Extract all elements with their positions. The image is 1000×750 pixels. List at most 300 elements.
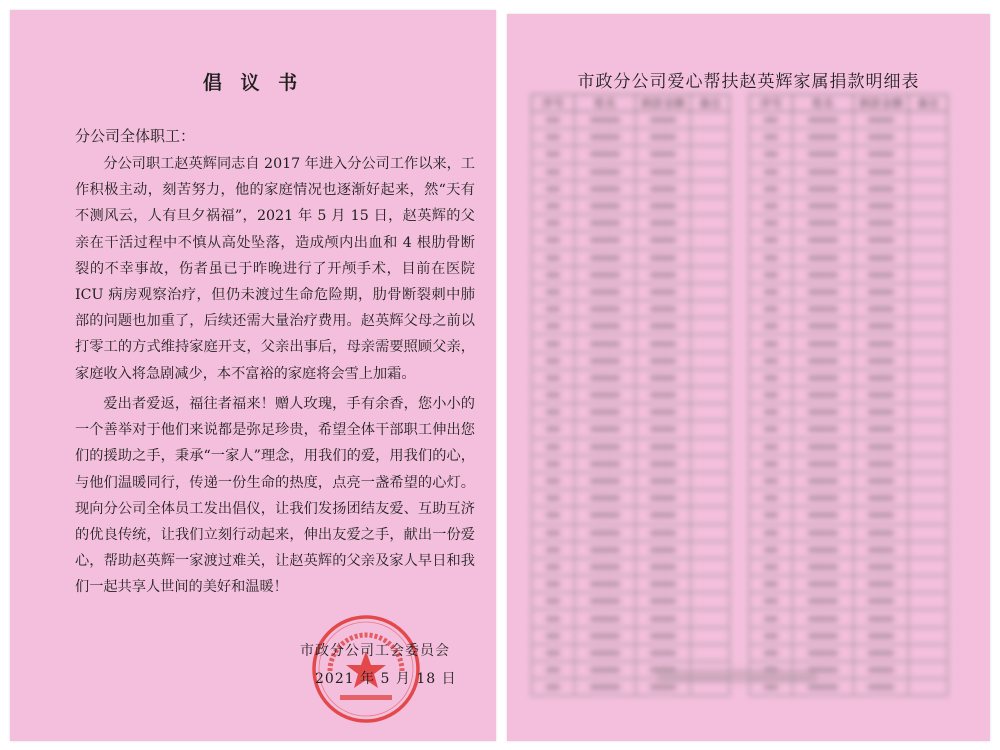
table-cell <box>750 438 793 455</box>
blurred-rows <box>750 112 948 696</box>
table-cell <box>636 558 691 575</box>
table-row <box>532 283 730 300</box>
table-cell <box>575 610 636 627</box>
table-cell <box>575 352 636 369</box>
table-cell <box>793 180 854 197</box>
table-row <box>532 301 730 318</box>
table-cell <box>636 129 691 146</box>
table-row <box>532 387 730 404</box>
table-cell <box>909 455 948 472</box>
table-cell <box>532 679 575 696</box>
table-cell <box>532 301 575 318</box>
table-cell <box>575 283 636 300</box>
table-cell <box>691 197 730 214</box>
table-cell <box>532 146 575 163</box>
table-cell <box>909 129 948 146</box>
table-cell <box>793 112 854 129</box>
table-cell <box>854 558 909 575</box>
table-row <box>532 524 730 541</box>
table-cell <box>750 163 793 180</box>
table-cell <box>575 644 636 661</box>
table-cell <box>636 507 691 524</box>
table-cell <box>854 129 909 146</box>
table-cell <box>636 301 691 318</box>
table-cell <box>854 593 909 610</box>
table-cell <box>750 335 793 352</box>
table-cell <box>793 472 854 489</box>
donation-table-right <box>749 94 948 696</box>
table-cell <box>909 197 948 214</box>
table-cell <box>575 627 636 644</box>
table-cell <box>793 627 854 644</box>
table-cell <box>636 524 691 541</box>
table-cell <box>909 232 948 249</box>
table-cell <box>636 593 691 610</box>
table-cell <box>575 490 636 507</box>
table-cell <box>532 421 575 438</box>
table-cell <box>750 112 793 129</box>
table-cell <box>750 644 793 661</box>
table-cell <box>575 335 636 352</box>
table-cell <box>909 524 948 541</box>
table-cell <box>532 593 575 610</box>
table-cell <box>793 369 854 386</box>
header-amount: 捐款金额 <box>854 95 909 112</box>
table-row <box>750 472 948 489</box>
table-cell <box>854 404 909 421</box>
table-cell <box>750 404 793 421</box>
table-row <box>750 541 948 558</box>
table-row <box>750 112 948 129</box>
table-cell <box>691 215 730 232</box>
table-cell <box>750 421 793 438</box>
table-cell <box>909 387 948 404</box>
table-cell <box>793 335 854 352</box>
table-cell <box>793 146 854 163</box>
table-cell <box>691 369 730 386</box>
table-row <box>532 455 730 472</box>
table-row <box>532 146 730 163</box>
table-cell <box>854 644 909 661</box>
table-cell <box>532 644 575 661</box>
table-row <box>750 610 948 627</box>
table-cell <box>750 146 793 163</box>
table-row <box>532 180 730 197</box>
table-row <box>750 129 948 146</box>
table-cell <box>750 507 793 524</box>
table-cell <box>636 352 691 369</box>
table-row <box>750 215 948 232</box>
table-row <box>750 369 948 386</box>
table-cell <box>793 301 854 318</box>
table-cell <box>575 507 636 524</box>
table-row <box>750 558 948 575</box>
table-row <box>532 215 730 232</box>
table-row <box>532 627 730 644</box>
table-cell <box>532 318 575 335</box>
table-cell <box>575 593 636 610</box>
table-cell <box>575 129 636 146</box>
table-row <box>750 318 948 335</box>
table-cell <box>793 558 854 575</box>
table-cell <box>854 455 909 472</box>
table-row <box>532 129 730 146</box>
table-cell <box>750 593 793 610</box>
table-cell <box>532 197 575 214</box>
table-row <box>750 146 948 163</box>
table-row <box>750 335 948 352</box>
table-cell <box>636 112 691 129</box>
table-cell <box>575 472 636 489</box>
table-row <box>532 318 730 335</box>
table-row <box>750 163 948 180</box>
table-cell <box>909 335 948 352</box>
table-cell <box>909 352 948 369</box>
table-cell <box>691 558 730 575</box>
table-cell <box>691 644 730 661</box>
table-cell <box>909 163 948 180</box>
table-cell <box>750 472 793 489</box>
table-cell <box>793 197 854 214</box>
table-cell <box>636 197 691 214</box>
table-cell <box>575 576 636 593</box>
table-cell <box>532 558 575 575</box>
table-cell <box>750 455 793 472</box>
table-cell <box>575 524 636 541</box>
table-cell <box>909 507 948 524</box>
table-cell <box>793 387 854 404</box>
table-cell <box>854 472 909 489</box>
table-cell <box>793 610 854 627</box>
table-cell <box>575 232 636 249</box>
table-cell <box>575 679 636 696</box>
table-row <box>750 232 948 249</box>
table-row <box>750 301 948 318</box>
table-cell <box>909 610 948 627</box>
table-row <box>750 490 948 507</box>
table-cell <box>793 249 854 266</box>
table-cell <box>909 249 948 266</box>
table-cell <box>575 369 636 386</box>
table-cell <box>532 352 575 369</box>
table-cell <box>691 318 730 335</box>
table-row <box>750 283 948 300</box>
table-cell <box>575 146 636 163</box>
table-cell <box>575 180 636 197</box>
table-cell <box>854 662 909 679</box>
table-cell <box>636 644 691 661</box>
table-cell <box>909 112 948 129</box>
table-cell <box>909 404 948 421</box>
table-cell <box>750 541 793 558</box>
table-cell <box>691 524 730 541</box>
letter-date: 2021 年 5 月 18 日 <box>315 671 457 687</box>
table-cell <box>636 318 691 335</box>
table-cell <box>532 627 575 644</box>
table-row <box>532 369 730 386</box>
table-cell <box>854 369 909 386</box>
table-cell <box>854 180 909 197</box>
table-cell <box>636 490 691 507</box>
table-cell <box>691 112 730 129</box>
table-row <box>532 541 730 558</box>
table-cell <box>793 318 854 335</box>
table-cell <box>636 249 691 266</box>
table-cell <box>532 524 575 541</box>
table-cell <box>909 541 948 558</box>
table-cell <box>575 215 636 232</box>
table-row <box>532 421 730 438</box>
table-cell <box>854 335 909 352</box>
table-cell <box>854 232 909 249</box>
table-cell <box>750 215 793 232</box>
table-cell <box>575 438 636 455</box>
table-cell <box>750 610 793 627</box>
header-seq: 序号 <box>532 95 575 112</box>
table-cell <box>854 490 909 507</box>
table-cell <box>854 576 909 593</box>
table-cell <box>691 301 730 318</box>
donation-table-page <box>507 14 990 741</box>
header-name: 姓名 <box>793 95 854 112</box>
table-cell <box>750 369 793 386</box>
table-cell <box>793 163 854 180</box>
table-cell <box>854 318 909 335</box>
table-cell <box>532 180 575 197</box>
table-cell <box>691 541 730 558</box>
table-row <box>532 490 730 507</box>
table-cell <box>909 576 948 593</box>
table-cell <box>854 541 909 558</box>
table-cell <box>793 593 854 610</box>
table-cell <box>575 455 636 472</box>
table-row <box>750 266 948 283</box>
table-cell <box>532 662 575 679</box>
table-cell <box>532 283 575 300</box>
table-cell <box>532 249 575 266</box>
table-cell <box>575 662 636 679</box>
table-cell <box>532 266 575 283</box>
table-cell <box>691 335 730 352</box>
table-cell <box>532 541 575 558</box>
table-cell <box>854 215 909 232</box>
table-cell <box>636 215 691 232</box>
table-cell <box>909 662 948 679</box>
table-cell <box>636 266 691 283</box>
table-cell <box>909 627 948 644</box>
table-cell <box>691 249 730 266</box>
table-cell <box>909 180 948 197</box>
table-cell <box>636 627 691 644</box>
table-row <box>750 593 948 610</box>
table-row <box>532 112 730 129</box>
table-cell <box>793 438 854 455</box>
table-cell <box>691 283 730 300</box>
table-cell <box>691 593 730 610</box>
table-cell <box>691 421 730 438</box>
table-cell <box>636 404 691 421</box>
table-cell <box>909 644 948 661</box>
table-cell <box>854 112 909 129</box>
table-cell <box>854 438 909 455</box>
table-cell <box>575 112 636 129</box>
table-cell <box>750 318 793 335</box>
table-cell <box>636 146 691 163</box>
table-cell <box>636 232 691 249</box>
table-cell <box>793 421 854 438</box>
table-cell <box>691 610 730 627</box>
table-cell <box>636 180 691 197</box>
table-cell <box>575 541 636 558</box>
letter-page <box>10 10 496 741</box>
table-cell <box>854 507 909 524</box>
table-cell <box>636 163 691 180</box>
table-row <box>750 438 948 455</box>
table-cell <box>854 610 909 627</box>
table-row <box>532 644 730 661</box>
table-cell <box>793 232 854 249</box>
table-cell <box>691 180 730 197</box>
table-row <box>750 404 948 421</box>
table-cell <box>854 352 909 369</box>
table-cell <box>854 421 909 438</box>
table-cell <box>854 387 909 404</box>
table-cell <box>532 335 575 352</box>
table-cell <box>691 232 730 249</box>
table-cell <box>532 404 575 421</box>
table-row <box>750 507 948 524</box>
table-cell <box>909 369 948 386</box>
table-row <box>532 249 730 266</box>
table-cell <box>575 421 636 438</box>
table-row <box>750 644 948 661</box>
table-cell <box>793 352 854 369</box>
table-cell <box>793 404 854 421</box>
table-cell <box>909 679 948 696</box>
table-cell <box>854 301 909 318</box>
table-cell <box>575 404 636 421</box>
table-cell <box>909 146 948 163</box>
table-cell <box>691 627 730 644</box>
table-row <box>532 472 730 489</box>
table-cell <box>909 301 948 318</box>
table-cell <box>691 163 730 180</box>
table-cell <box>750 490 793 507</box>
table-cell <box>575 163 636 180</box>
table-cell <box>636 541 691 558</box>
table-cell <box>636 455 691 472</box>
table-row <box>750 627 948 644</box>
header-note: 备注 <box>691 95 730 112</box>
table-cell <box>909 215 948 232</box>
table-cell <box>909 593 948 610</box>
blurred-rows <box>532 112 730 696</box>
table-cell <box>691 472 730 489</box>
table-cell <box>750 387 793 404</box>
table-cell <box>909 472 948 489</box>
table-cell <box>691 455 730 472</box>
table-cell <box>793 490 854 507</box>
table-cell <box>575 197 636 214</box>
table-cell <box>636 610 691 627</box>
header-name: 姓名 <box>575 95 636 112</box>
table-row <box>750 249 948 266</box>
table-cell <box>793 644 854 661</box>
table-cell <box>909 266 948 283</box>
table-cell <box>750 558 793 575</box>
table-row <box>532 576 730 593</box>
table-cell <box>909 283 948 300</box>
table-cell <box>854 627 909 644</box>
blurred-table-footer <box>657 669 817 683</box>
table-cell <box>691 129 730 146</box>
table-cell <box>575 318 636 335</box>
table-cell <box>793 541 854 558</box>
table-cell <box>532 507 575 524</box>
table-cell <box>750 524 793 541</box>
table-cell <box>691 352 730 369</box>
table-row <box>532 266 730 283</box>
table-row <box>532 507 730 524</box>
table-cell <box>793 215 854 232</box>
table-row <box>750 576 948 593</box>
table-row <box>532 404 730 421</box>
table-cell <box>750 266 793 283</box>
table-cell <box>532 490 575 507</box>
table-cell <box>909 438 948 455</box>
table-cell <box>793 576 854 593</box>
table-row <box>750 197 948 214</box>
table-row <box>532 610 730 627</box>
table-cell <box>691 507 730 524</box>
table-cell <box>793 455 854 472</box>
table-cell <box>532 472 575 489</box>
table-cell <box>532 215 575 232</box>
table-cell <box>532 455 575 472</box>
table-cell <box>636 387 691 404</box>
table-cell <box>854 283 909 300</box>
table-cell <box>750 129 793 146</box>
table-cell <box>532 112 575 129</box>
table-row <box>532 197 730 214</box>
table-cell <box>575 249 636 266</box>
table-cell <box>636 472 691 489</box>
table-cell <box>636 576 691 593</box>
table-cell <box>691 387 730 404</box>
table-cell <box>636 335 691 352</box>
table-cell <box>854 524 909 541</box>
table-cell <box>750 352 793 369</box>
table-cell <box>691 490 730 507</box>
table-cell <box>750 301 793 318</box>
table-cell <box>750 249 793 266</box>
table-cell <box>636 369 691 386</box>
table-cell <box>909 490 948 507</box>
table-cell <box>575 266 636 283</box>
table-cell <box>854 163 909 180</box>
letter-paragraph-1: 分公司职工赵英辉同志自 2017 年进入分公司工作以来，工作积极主动，刻苦努力，他的家庭情况也逐渐好起来，然“天有不测风云，人有旦夕祸福”，2021 年 5 月 15 日，赵英辉的父亲在干活过程中不慎从高处坠落，造成颅内出血和 4 根肋骨断裂的不幸事故，伤者虽已于昨晚进行了开颅手术，目前在医院 ICU 病房观察治疗，但仍未渡过生命危险期，肋骨断裂刺中肺部的问题也加重了，后续还需大量治疗费用。赵英辉父母之前以打零工的方式维持家庭开支，父亲出事后，母亲需要照顾父亲，家庭收入将急剧减少，本不富裕的家庭将会雪上加霜。 <box>75 156 475 382</box>
table-cell <box>750 283 793 300</box>
table-title: 市政分公司爱心帮扶赵英辉家属捐款明细表 <box>577 72 920 92</box>
table-row <box>750 524 948 541</box>
table-cell <box>750 232 793 249</box>
table-cell <box>691 438 730 455</box>
table-row <box>532 558 730 575</box>
table-cell <box>793 507 854 524</box>
table-row <box>532 352 730 369</box>
table-cell <box>854 266 909 283</box>
table-cell <box>854 146 909 163</box>
